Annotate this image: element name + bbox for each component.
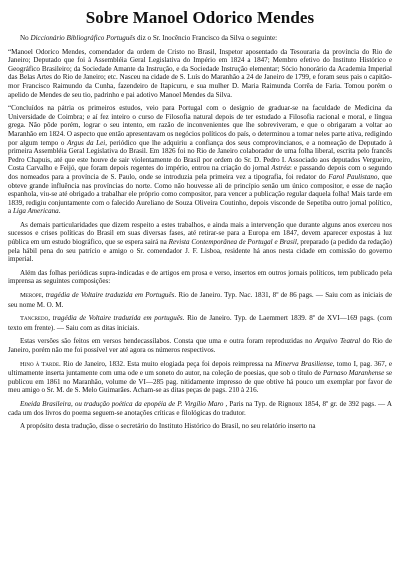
tancredo-name: Tancredo bbox=[20, 315, 49, 323]
arquivo-title: Arquivo Teatral bbox=[314, 337, 361, 346]
para5-text-c: do Rio de Janeiro, porém não me foi possível ver até agora os números respectivos. bbox=[8, 337, 392, 354]
dictionary-title: Diccionário Bibliográfico Português bbox=[30, 34, 136, 42]
quote2-text-a: “Concluídos na pátria os primeiros estudos, veio para Portugal com o desígnio de graduar-se na faculdade de Medicina da Universidade de Coimbra; e aí fez inteiro o curso de Filosofia natural depois de ter estudado a Filosofia racional e moral, e língua grega. Não pôde porém, lograr o seu intento, em razão de inconvenientes que lhe sobreviveram, e que o obrigaram a voltar ao Maranhão em 1824. O aspecto que então apresentavam os negócios políticos do país, o determinou a tomar neles parte ativa, redigindo por algum tempo o bbox=[8, 104, 392, 147]
quote2-text-g: , que obteve grande influência nas províncias do norte. Como não houvesse ali de princípio senão um único compositor, e esse de nação espanhola, viu-se até obrigado a trabalhar ele próprio como compositor, para vencer a publicação regular daquela folha! Mais tarde em 1839, redigiu conjuntamente com o falecido Aureliano de Souza Oliveira Coutinho, depois visconde de Sepetiba outro jornal político, a bbox=[8, 172, 392, 216]
quote2-text-c: , periódico que lhe adquiriu a confiança dos seus comprovincianos, e a nomeação de Deputado à primeira Assembléia Geral Legislativa do Brasil. Em 1826 foi no Rio de Janeiro colaborador de uma folha liberal, escrita pelo francês Pedro Chapuis, até que este houve de sair violentamente do Brasil por ordem do Sr. D. Pedro I. Associado aos deputados Vergueiro, Costa Carvalho e Feijó, que foram depois regentes do império, entrou na criação do jornal bbox=[8, 138, 393, 173]
paragraph-5 bbox=[8, 337, 392, 354]
page-title: Sobre Manoel Odorico Mendes bbox=[85, 8, 315, 27]
liga-title: Liga Americana bbox=[12, 207, 59, 216]
quote-paragraph-1: “Manoel Odorico Mendes, comendador da ordem de Cristo no Brasil, Inspetor aposentado da Tesouraria da província do Rio de Janeiro; Deputado que foi à Assembléia Geral Legislativa do Império em 1824 a 1847; Membro efetivo do Instituto Histórico e Geográfico Brasileiro; da Sociedade Amante da Instrução, e da Sociedade Instrução elementar; Sócio honorário da Academia Imperial das Belas Artes do Rio de Janeiro; etc. Nasceu na cidade de S. Luís do Maranhão a 24 de Janeiro de 1799, e foram seus pais o capitão-mor Francisco Raimundo da Cunha, fazendeiro de Itapicuru, e sua mulher D. Maria Raimunda Corrêa de Faria. Tomou porém o apelido de Mendes de seu tio, padrinho e pai adotivo Manoel Mendes da Silva. bbox=[8, 47, 392, 99]
eneida-details: , Paris na Typ. de Rignoux 1854, 8º gr. de 392 pags. — A cada um dos livros do poema seguem-se anotações críticas e filológicas do tradutor. bbox=[8, 399, 392, 417]
intro-paragraph bbox=[8, 34, 392, 43]
paragraph-4: Além das folhas periódicas supra-indicadas e de artigos em prosa e verso, insertos em outros jornais políticos, tem publicado pela imprensa as seguintes composições: bbox=[8, 268, 392, 286]
tancredo-details: . Rio de Janeiro. Typ. de Laemmert 1839. 8º de XVI—169 pags. (com texto em frente). — Saiu com as ditas iniciais. bbox=[8, 314, 392, 332]
argus-title: Argus da Lei bbox=[67, 138, 106, 147]
reference-hino bbox=[8, 360, 392, 395]
hino-name: Hino à Tarde bbox=[20, 360, 59, 368]
reference-eneida bbox=[8, 400, 392, 417]
revista-title: Revista Contemporânea de Portugal e Brasil bbox=[168, 238, 297, 247]
para5-text-a: Estas versões são feitos em versos hendecassílabos. Consta que uma e outra foram reproduzidas no bbox=[20, 337, 315, 346]
merope-subtitle: , tragédia de Voltaire traduzida em Português bbox=[41, 291, 175, 300]
intro-text-post: diz o Sr. Inocêncio Francisco da Silva o seguinte: bbox=[135, 34, 278, 42]
para3-text-c: , preparado (a pedido da redação) pela hábil pena do seu patrício e amigo o Sr. comendador J. F. Lisboa, residente há anos nesta cidade em comissão do governo imperial. bbox=[8, 238, 392, 264]
hino-text-a: . Rio de Janeiro, 1832. Esta muito elogiada peça foi depois reimpressa na bbox=[59, 359, 275, 368]
tancredo-subtitle: , tragédia de Voltaire traduzida em português bbox=[48, 314, 183, 323]
paragraph-3 bbox=[8, 221, 392, 264]
hino-text-e: se publicou em 1861 no Maranhão, volume de VI—285 pag. nitidamente impresso de que obtive há pouco um exemplar por favor de meu amigo o Sr. M. de S. Melo Guimarães. Acham-se as ditas peças de pags. 210 à 216. bbox=[8, 369, 392, 395]
hino-text-c: , tomo I, pag. 367, e ultimamente inserta juntamente com uma ode e um soneto do autor, na coleção de poesias, que sob o título de bbox=[8, 359, 392, 378]
eneida-title: Eneida Brasileira, ou tradução poética da epopéia de P. Virgílio Maro bbox=[20, 399, 224, 408]
reference-merope bbox=[8, 291, 392, 309]
para3-text-a: As demais particularidades que dizem respeito a estes trabalhos, e ainda mais a intervenção que durante alguns anos exerceu nos sucessos e crises políticas do Brasil em suas diversas fases, até retirar-se para a Europa em 1847, devem aparecer expostas à luz pública em um estudo biográfico, que se espera sairá na bbox=[8, 220, 392, 247]
parnaso-title: Parnaso Maranhense bbox=[322, 369, 385, 378]
reference-tancredo bbox=[8, 314, 392, 332]
merope-name: Merope bbox=[20, 292, 42, 300]
intro-text-pre: No bbox=[20, 34, 31, 42]
minerva-title: Minerva Brasiliense bbox=[274, 359, 333, 368]
merope-details: . Rio de Janeiro. Typ. Nac. 1831, 8º de 86 pags. — Saiu com as iniciais de seu nome M. O. M. bbox=[8, 291, 392, 309]
farol-title: Farol Paulistano bbox=[328, 172, 378, 181]
quote-paragraph-2 bbox=[8, 104, 392, 216]
quote2-text-e: : e passando depois com o segundo dos nomeados para a província de S. Paulo, onde se introduzia pela primeira vez a tipografia, foi redator do bbox=[8, 164, 392, 181]
astrea-title: Astréa bbox=[271, 164, 290, 173]
paragraph-6: A propósito desta tradução, disse o secretário do Instituto Histórico do Brasil, no seu relatório inserto na bbox=[20, 422, 316, 431]
quote2-text-i: . bbox=[58, 207, 61, 216]
